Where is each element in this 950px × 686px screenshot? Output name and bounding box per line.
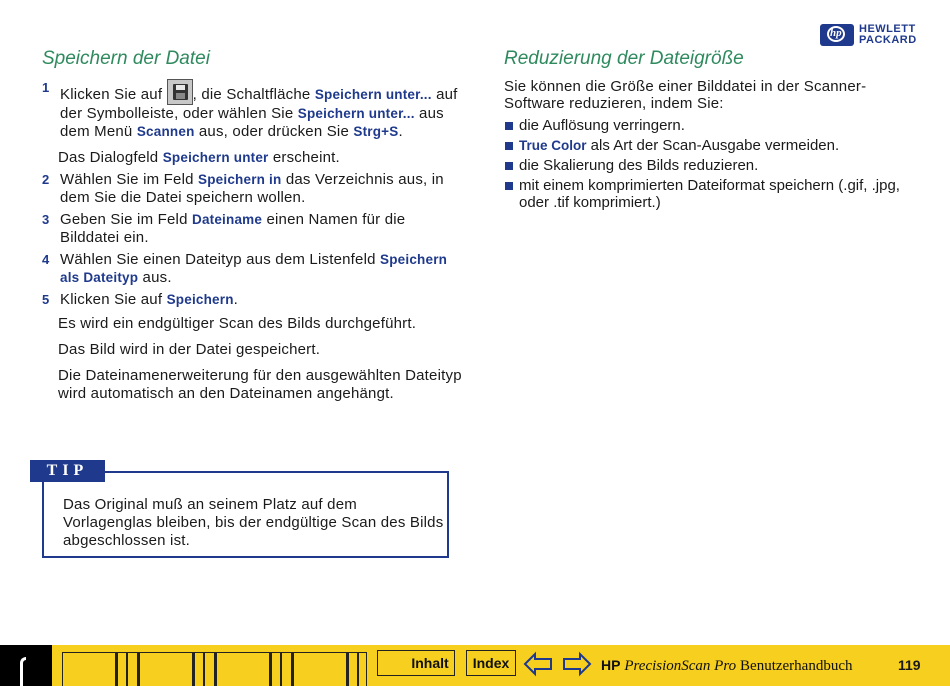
list-item: die Auflösung verringern. <box>504 117 924 134</box>
left-column <box>42 48 462 407</box>
manual-title: HP PrecisionScan Pro Benutzerhandbuch <box>601 657 853 674</box>
scan-note: Es wird ein endgültiger Scan des Bilds durchgeführt. <box>58 315 417 332</box>
saved-note: Das Bild wird in der Datei gespeichert. <box>58 341 321 358</box>
footer-bar <box>0 645 950 686</box>
reduce-intro: Sie können die Größe einer Bilddatei in der Scanner-Software reduzieren, indem Sie: <box>504 78 867 112</box>
list-item: True Color als Art der Scan-Ausgabe vermeiden. <box>504 137 924 154</box>
forward-arrow-icon[interactable] <box>562 651 592 677</box>
right-column <box>504 48 924 214</box>
corner-tab <box>0 645 52 686</box>
section-title-reduce: Reduzierung der Dateigröße <box>504 48 744 69</box>
list-item: mit einem komprimierten Dateiformat speichern (.gif, .jpg, oder .tif komprimiert.) <box>504 177 924 211</box>
step-1: 1 Klicken Sie auf , die Schaltfläche Speichern unter... auf der Symbolleiste, oder wählen Sie Speichern unter... aus dem Menü Scannen aus, oder drücken Sie Strg+S. <box>42 80 458 140</box>
dialog-note: Das Dialogfeld Speichern unter erscheint. <box>58 149 340 166</box>
back-arrow-icon[interactable] <box>523 651 553 677</box>
tip-text: Das Original muß an seinem Platz auf dem Vorlagenglas bleiben, bis der endgültige Scan des Bilds abgeschlossen ist. <box>63 496 444 549</box>
step-2: 2 Wählen Sie im Feld Speichern in das Verzeichnis aus, in dem Sie die Datei speichern wollen. <box>42 171 444 206</box>
section-title-save: Speichern der Datei <box>42 48 210 69</box>
hp-logo-mark: hp <box>820 24 854 46</box>
hp-logo <box>820 24 932 48</box>
index-button[interactable]: Index <box>466 650 516 676</box>
save-icon <box>167 79 193 105</box>
page-number: 119 <box>898 657 921 673</box>
hp-logo-text: HEWLETT PACKARD <box>859 23 917 46</box>
step-3: 3 Geben Sie im Feld Dateiname einen Namen für die Bilddatei ein. <box>42 211 406 246</box>
step-5: 5 Klicken Sie auf Speichern. <box>42 291 239 308</box>
step-4: 4 Wählen Sie einen Dateityp aus dem Listenfeld Speichern als Dateityp aus. <box>42 251 448 286</box>
extension-note: Die Dateinamenerweiterung für den ausgewählten Dateityp wird automatisch an den Dateinamen angehängt. <box>58 367 462 402</box>
contents-button[interactable]: Inhalt <box>377 650 455 676</box>
tip-label: TIP <box>30 460 105 482</box>
barcode-strip <box>62 652 367 686</box>
list-item: die Skalierung des Bilds reduzieren. <box>504 157 924 174</box>
